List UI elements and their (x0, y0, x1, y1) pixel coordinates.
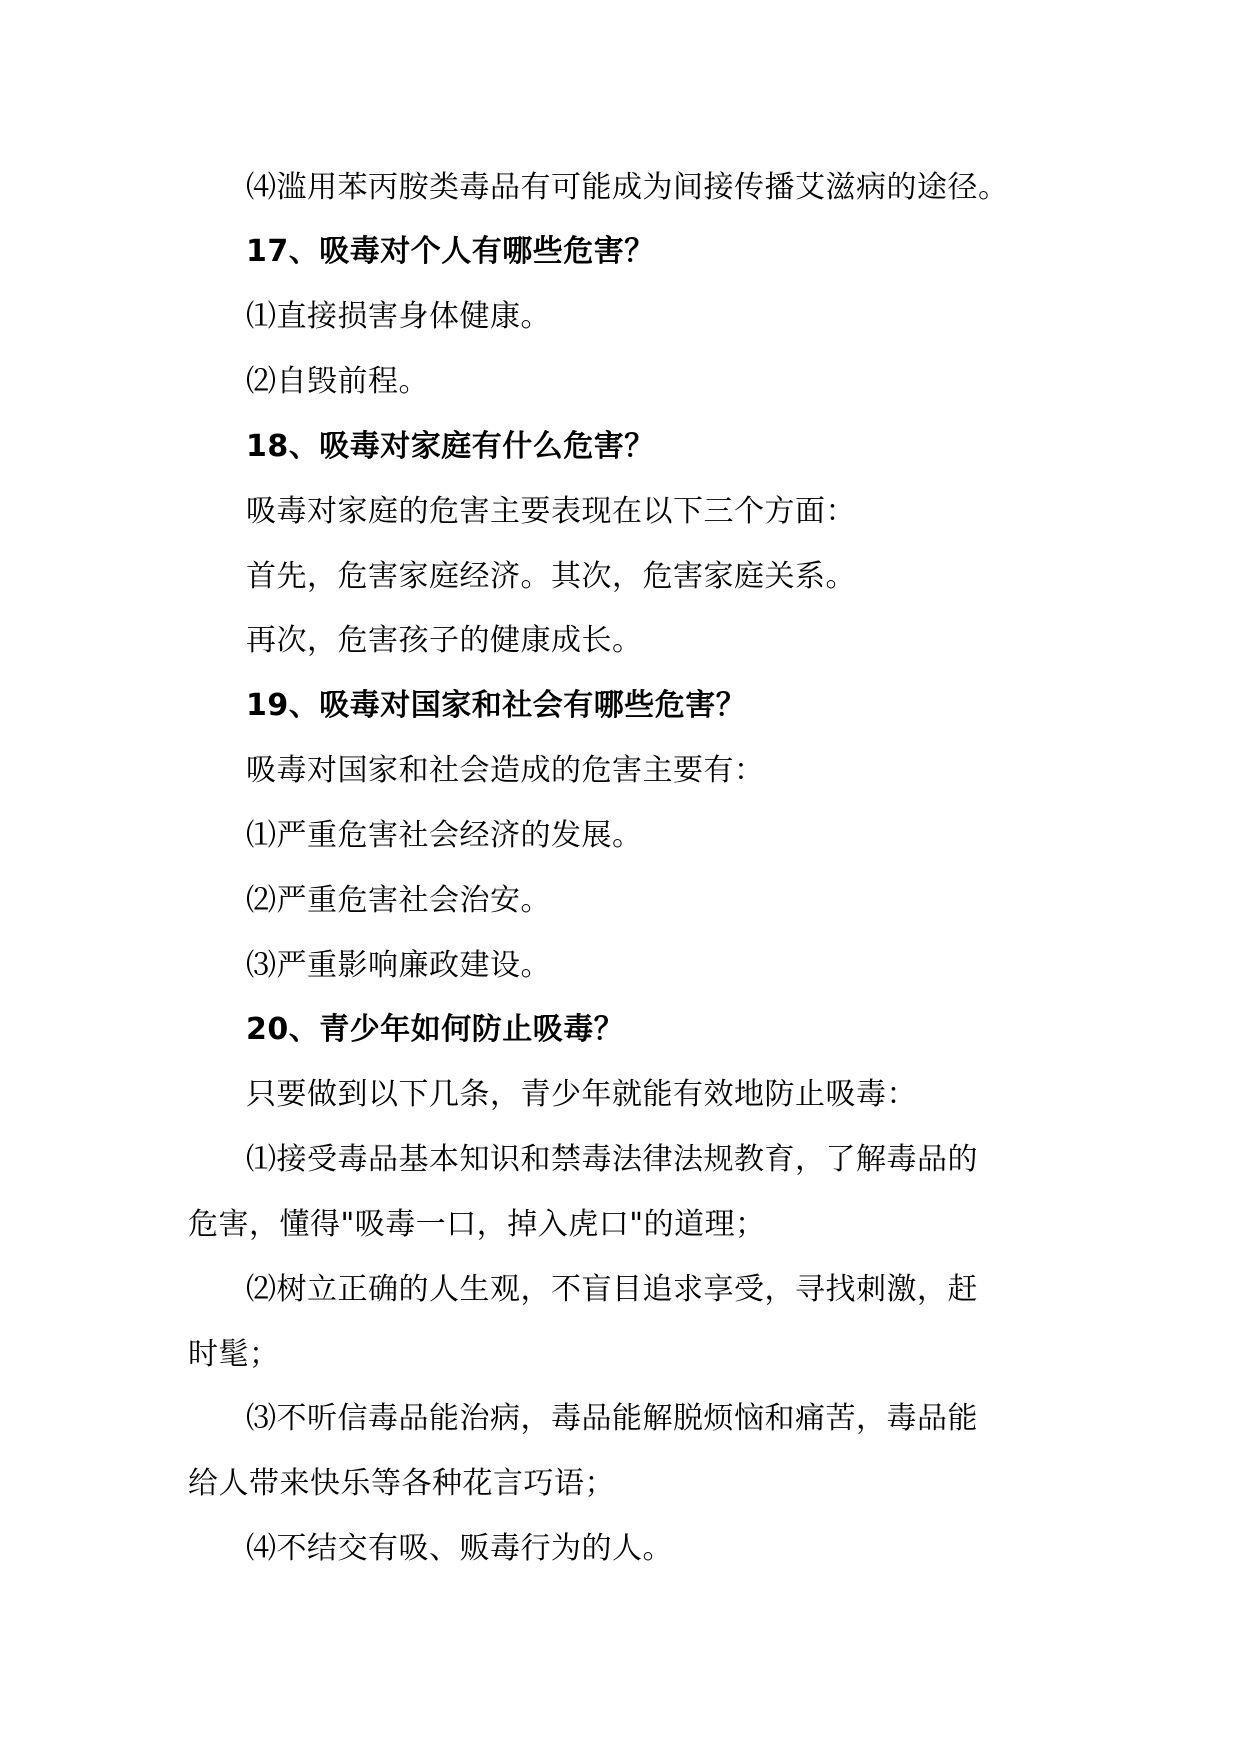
section-heading: 18、吸毒对家庭有什么危害？ (246, 429, 655, 464)
section-heading: 17、吸毒对个人有哪些危害？ (246, 234, 655, 269)
paragraph-line: ⑷滥用苯丙胺类毒品有可能成为间接传播艾滋病的途径。 (246, 170, 1009, 205)
paragraph-line: 只要做到以下几条，青少年就能有效地防止吸毒： (246, 1077, 917, 1112)
paragraph-line: 给人带来快乐等各种花言巧语； (188, 1466, 615, 1501)
paragraph-line: ⑷不结交有吸、贩毒行为的人。 (246, 1531, 673, 1566)
paragraph-line: ⑴直接损害身体健康。 (246, 299, 551, 334)
paragraph-line: 吸毒对国家和社会造成的危害主要有： (246, 753, 765, 788)
paragraph-line: 吸毒对家庭的危害主要表现在以下三个方面： (246, 494, 856, 529)
paragraph-line: 时髦； (188, 1337, 280, 1372)
paragraph-line: ⑴接受毒品基本知识和禁毒法律法规教育，了解毒品的 (246, 1142, 978, 1177)
paragraph-line: ⑶严重影响廉政建设。 (246, 948, 551, 983)
paragraph-line: 危害，懂得"吸毒一口，掉入虎口"的道理； (188, 1207, 766, 1242)
paragraph-line: ⑵树立正确的人生观，不盲目追求享受，寻找刺激，赶 (246, 1272, 978, 1307)
section-heading: 19、吸毒对国家和社会有哪些危害？ (246, 688, 747, 723)
paragraph-line: ⑴严重危害社会经济的发展。 (246, 818, 643, 853)
section-heading: 20、青少年如何防止吸毒？ (246, 1012, 625, 1047)
paragraph-line: ⑶不听信毒品能治病，毒品能解脱烦恼和痛苦，毒品能 (246, 1401, 978, 1436)
paragraph-line: ⑵严重危害社会治安。 (246, 883, 551, 918)
paragraph-line: 首先，危害家庭经济。其次，危害家庭关系。 (246, 559, 856, 594)
paragraph-line: 再次，危害孩子的健康成长。 (246, 623, 643, 658)
paragraph-line: ⑵自毁前程。 (246, 364, 429, 399)
